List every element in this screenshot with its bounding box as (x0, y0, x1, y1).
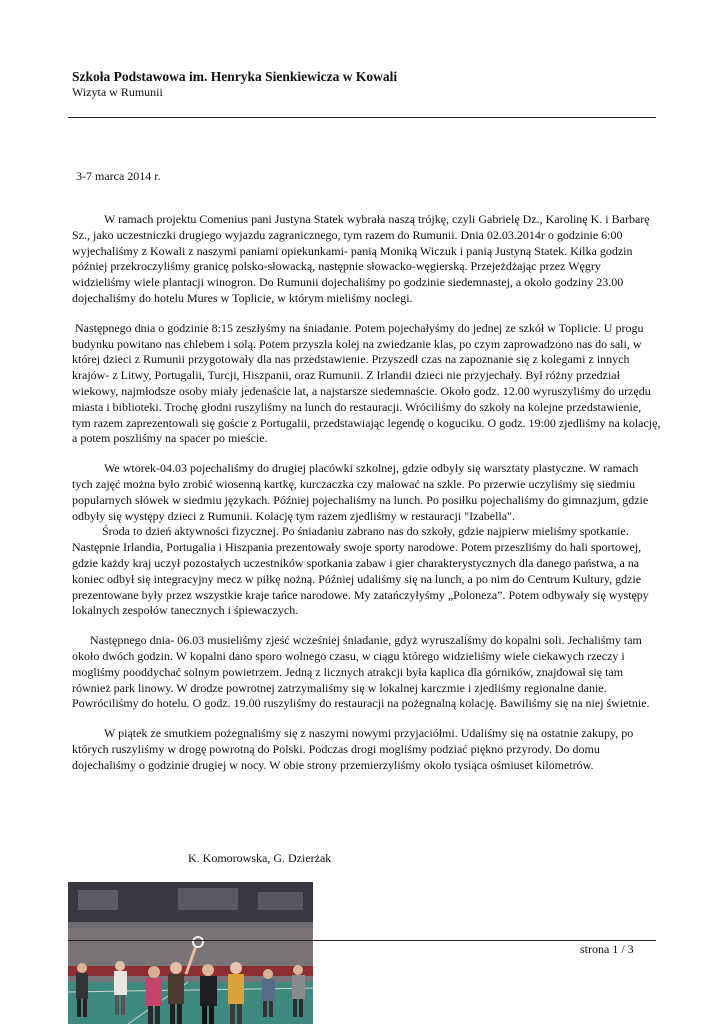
trip-date: 3-7 marca 2014 r. (76, 169, 161, 183)
article-body (72, 212, 662, 774)
paragraph: Następnego dnia- 06.03 musieliśmy zjeść wcześniej śniadanie, gdyż wyruszaliśmy do kopalni soli. Jechaliśmy tam około dwóch godzin. W kopalni dano sporo wolnego czasu, w ciągu którego widzieliśmy wiele ciekawych rzeczy i mogliśmy pooddychać solnym powietrzem. Jedną z licznych atrakcji była kaplica dla górników, znajdował się tam również park linowy. W drodze powrotnej zatrzymaliśmy się w lokalnej karczmie i zjedliśmy regionalne danie. Powróciliśmy do hotelu. O godz. 19.00 ruszyliśmy do restauracji na pożegnalną kolację. Bawiliśmy się na niej świetnie. (72, 633, 650, 711)
authors-signature: K. Komorowska, G. Dzierżak (188, 851, 332, 865)
paragraph: W piątek ze smutkiem pożegnaliśmy się z naszymi nowymi przyjaciółmi. Udaliśmy się na ostatnie zakupy, po których ruszyliśmy w drogę powrotną do Polski. Podczas drogi mogliśmy podziać piękno przyrody. Do domu dojechaliśmy o godzinie drugiej w nocy. W obie strony przemierzyliśmy około tysiąca ośmiuset kilometrów. (72, 726, 634, 772)
paragraph: Następnego dnia o godzinie 8:15 zeszłyśmy na śniadanie. Potem pojechałyśmy do jednej ze szkół w Toplicie. U progu budynku powitano nas chlebem i solą. Potem przyszła kolej na zwiedzanie klas, po czym zaprowadzono nas do sali, w której dzieci z Rumunii przygotowały dla nas przedstawienie. Przyszedł czas na zapoznanie się z kolegami z innych krajów- z Litwy, Portugalii, Turcji, Hiszpanii, oraz Rumunii. Z Irlandii dzieci nie przyjechały. Był różny przedział wiekowy, najmłodsze osoby miały jedenaście lat, a najstarsze siedemnaście. Około godz. 12.00 wyruszyliśmy do urzędu miasta i biblioteki. Trochę głodni ruszyliśmy na lunch do restauracji. Wróciliśmy do szkoły na kolejne przedstawienie, tym razem zaprezentowali się goście z Portugalii, przedstawiając legendę o koguciku. O godz. 19:00 zjedliśmy na kolację, a potem poszliśmy na spacer po mieście. (72, 320, 661, 446)
footer-divider (68, 940, 656, 941)
paragraph: We wtorek-04.03 pojechaliśmy do drugiej placówki szkolnej, gdzie odbyły się warsztaty plastyczne. W ramach tych zajęć można było zrobić wiosenną kartkę, kurczaczka czy malować na szkle. Po przerwie uczyliśmy się siedmiu popularnych słówek w siedmiu językach. Później pojechaliśmy na lunch. Po posiłku pojechaliśmy do gimnazjum, gdzie odbyły się występy dzieci z Rumunii. Kolację tym razem zjedliśmy w restauracji "Izabella". (72, 461, 649, 523)
document-header-title: Szkoła Podstawowa im. Henryka Sienkiewicza w Kowali (72, 69, 398, 84)
page-number: strona 1 / 3 (580, 942, 634, 956)
gym-group-photo (68, 882, 313, 1024)
header-divider (68, 117, 656, 118)
gym-photo-illustration (68, 882, 313, 1024)
paragraph: Środa to dzień aktywności fizycznej. Po śniadaniu zabrano nas do szkoły, gdzie najpierw mieliśmy spotkanie. Następnie Irlandia, Portugalia i Hiszpania prezentowały swoje sporty narodowe. Potem przeszliśmy do hali sportowej, gdzie każdy kraj uczył pozostałych uczestników spotkania zabaw i gier charakterystycznych dla danego państwa, a na koniec odbył się integracyjny mecz w piłkę nożną. Później udaliśmy się na lunch, a po nim do Centrum Kultury, gdzie prezentowane były przez wszystkie kraje tańce narodowe. My zatańczyłyśmy „Poloneza”. Potem odbywały się występy lokalnych zespołów tanecznych i śpiewaczych. (72, 524, 649, 618)
document-header-subtitle: Wizyta w Rumunii (72, 85, 163, 99)
paragraph: W ramach projektu Comenius pani Justyna Statek wybrała naszą trójkę, czyli Gabrielę Dz., Karolinę K. i Barbarę Sz., jako uczestniczki drugiego wyjazdu zagranicznego, tym razem do Rumunii. Dnia 02.03.2014r o godzinie 6:00 wyjechaliśmy z Kowali z naszymi paniami opiekunkami- panią Moniką Wiczuk i panią Justyną Statek. Kilka godzin później przekroczyliśmy granicę polsko-słowacką, następnie słowacko-węgierską. Przejeżdżając przez Węgry widzieliśmy wiele plantacji winogron. Do Rumunii dojechaliśmy po godzinie siedemnastej, a około godziny 23.00 dojechaliśmy do hotelu Mures w Toplicie, w którym mieliśmy noclegi. (72, 212, 650, 305)
